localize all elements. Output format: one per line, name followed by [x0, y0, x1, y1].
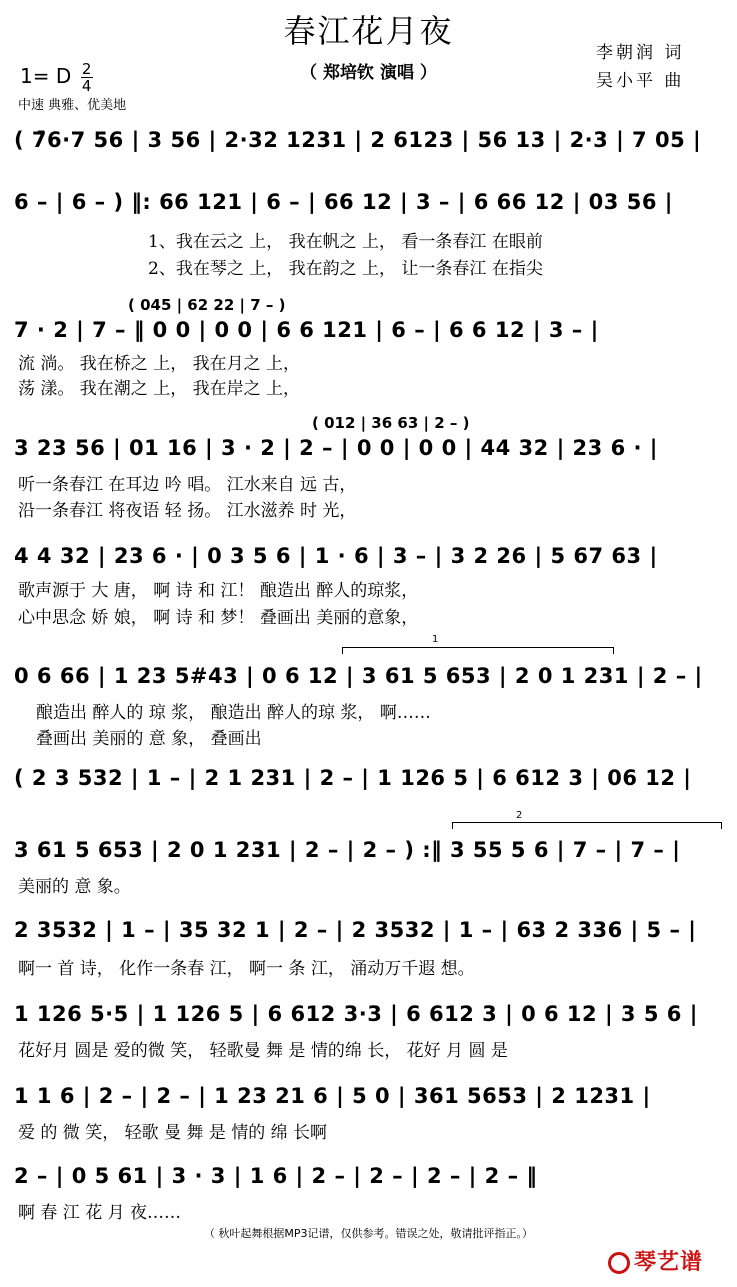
logo-icon [608, 1252, 630, 1274]
transcription-note: （ 秋叶起舞根据MP3记谱，仅供参考。错误之处，敬请批评指正。） [203, 1227, 534, 1240]
lyric-line: 心中思念 娇 娘， 啊 诗 和 梦！ 叠画出 美丽的意象， [18, 608, 419, 628]
lyric-line: 荡 漾。 我在潮之 上， 我在岸之 上， [18, 379, 301, 399]
notation-line: 2 3532 | 1 – | 35 32 1 | 2 – | 2 3532 | 1 – | 63 2 336 | 5 – | [14, 918, 697, 942]
lyric-line: 听一条春江 在耳边 吟 唱。 江水来自 远 古， [18, 475, 357, 495]
lyric-line: 酿造出 醉人的 琼 浆， 酿造出 醉人的琼 浆， 啊…… [36, 703, 431, 723]
site-logo[interactable] [608, 1245, 703, 1276]
notation-line: 1 126 5·5 | 1 126 5 | 6 612 3·3 | 6 612 3 | 0 6 12 | 3 5 6 | [14, 1002, 698, 1026]
lyric-line: 爱 的 微 笑， 轻歌 曼 舞 是 情的 绵 长啊 [18, 1123, 328, 1143]
time-denominator: 4 [81, 77, 92, 95]
notation-line: 1 1 6 | 2 – | 2 – | 1 23 21 6 | 5 0 | 361 5653 | 2 1231 | [14, 1084, 651, 1108]
notation-line: 6 – | 6 – ) ‖: 66 121 | 6 – | 66 12 | 3 – | 6 66 12 | 03 56 | [14, 190, 673, 214]
lyric-line: 沿一条春江 将夜语 轻 扬。 江水滋养 时 光， [18, 501, 357, 521]
volta-bracket [342, 647, 614, 654]
notation-line: 3 23 56 | 01 16 | 3 · 2 | 2 – | 0 0 | 0 0 | 44 32 | 23 6 · | [14, 436, 658, 460]
volta-number: 2 [516, 810, 523, 821]
volta-number: 1 [432, 634, 439, 645]
key-signature [20, 62, 93, 93]
lyric-line: 花好月 圆是 爱的微 笑， 轻歌曼 舞 是 情的绵 长， 花好 月 圆 是 [18, 1041, 508, 1061]
interlude-notes: ( 012 | 36 63 | 2 – ) [312, 414, 470, 432]
time-numerator: 2 [81, 60, 92, 78]
notation-line: 7 · 2 | 7 – ‖ 0 0 | 0 0 | 6 6 121 | 6 – | 6 6 12 | 3 – | [14, 318, 599, 342]
volta-bracket [452, 822, 722, 829]
logo-text: 琴艺谱 [634, 1250, 704, 1275]
lyric-line: 叠画出 美丽的 意 象， 叠画出 [36, 729, 262, 749]
lyric-line: 歌声源于 大 唐， 啊 诗 和 江！ 酿造出 醉人的琼浆， [18, 581, 419, 601]
lyricist-credit: 李朝润 词 [596, 43, 685, 63]
lyric-line: 啊一 首 诗， 化作一条春 江， 啊一 条 江， 涌动万千遐 想。 [18, 959, 475, 979]
tempo-marking: 中速 典雅、优美地 [18, 98, 127, 113]
notation-line: 3 61 5 653 | 2 0 1 231 | 2 – | 2 – ) :‖ 3 55 5 6 | 7 – | 7 – | [14, 838, 681, 862]
interlude-notes: ( 045 | 62 22 | 7 – ) [128, 296, 286, 314]
key-label: 1= D [20, 64, 72, 88]
notation-line: ( 2 3 532 | 1 – | 2 1 231 | 2 – | 1 126 5 | 6 612 3 | 06 12 | [14, 766, 692, 790]
lyric-line: 2、我在琴之 上， 我在韵之 上， 让一条春江 在指尖 [148, 259, 543, 279]
lyric-line: 美丽的 意 象。 [18, 877, 131, 897]
notation-line: ( 7̄6·7 56 | 3 56 | 2·32 1231 | 2 6123 | 56 13 | 2·3 | 7 05 | [14, 128, 702, 152]
singer-credit: （ 郑培钦 演唱 ） [300, 63, 437, 83]
notation-line: 4 4 32 | 23 6 · | 0 3 5 6 | 1 · 6 | 3 – | 3 2 26 | 5 67 63 | [14, 544, 658, 568]
lyric-line: 流 淌。 我在桥之 上， 我在月之 上， [18, 354, 301, 374]
lyric-line: 啊 春 江 花 月 夜…… [18, 1203, 182, 1223]
composer-credit: 吴小平 曲 [596, 71, 685, 91]
time-signature [81, 62, 93, 93]
song-title: 春江花月夜 [283, 12, 454, 50]
notation-line: 2 – | 0 5 61 | 3 · 3 | 1 6 | 2 – | 2 – | 2 – | 2 – ‖ [14, 1164, 538, 1188]
notation-line: 0 6 66 | 1 23 5#43 | 0 6 12 | 3 61 5 653 | 2 0 1 231 | 2 – | [14, 664, 703, 688]
lyric-line: 1、我在云之 上， 我在帆之 上， 看一条春江 在眼前 [148, 232, 543, 252]
